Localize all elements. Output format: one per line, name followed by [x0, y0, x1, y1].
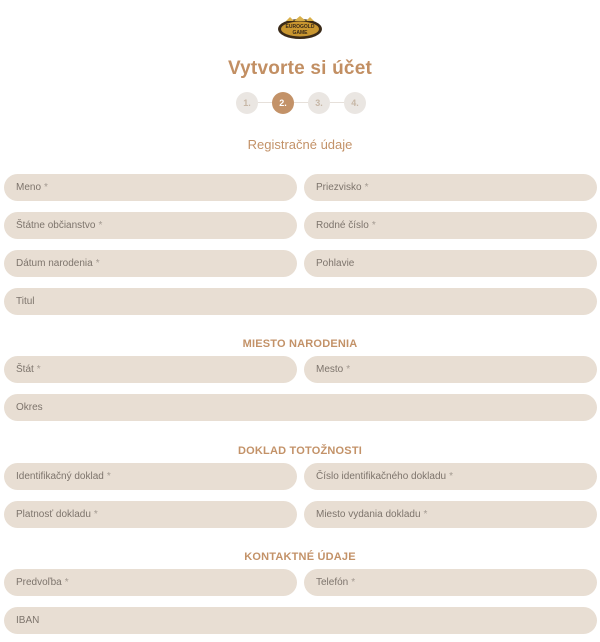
kontaktne-udaje-heading: KONTAKTNÉ ÚDAJE	[244, 551, 356, 563]
stat-placeholder: Štát	[16, 364, 34, 375]
okres-placeholder: Okres	[16, 402, 43, 413]
telefon-placeholder: Telefón	[316, 577, 349, 588]
miesto-narodenia-heading: MIESTO NARODENIA	[242, 338, 358, 350]
iban-placeholder: IBAN	[16, 615, 40, 626]
stepper-connector	[330, 102, 344, 103]
section-subtitle: Registračné údaje	[247, 137, 353, 152]
svg-text:GAME: GAME	[292, 30, 308, 36]
miesto-vydania-field[interactable]	[304, 501, 597, 528]
required-marker: *	[351, 577, 356, 588]
pohlavie-placeholder: Pohlavie	[316, 258, 355, 269]
stat-field[interactable]	[4, 356, 297, 383]
predvolba-field[interactable]	[4, 569, 297, 596]
step-4[interactable]: 4.	[344, 92, 366, 114]
doklad-totoznosti-heading: DOKLAD TOTOŽNOSTI	[238, 445, 362, 457]
required-marker: *	[106, 471, 111, 482]
step-1[interactable]: 1.	[236, 92, 258, 114]
page-title: Vytvorte si účet	[228, 58, 372, 79]
iban-field[interactable]	[4, 607, 597, 634]
required-marker: *	[423, 509, 428, 520]
cislo-dokladu-placeholder: Číslo identifikačného dokladu	[316, 471, 447, 482]
platnost-dokladu-field[interactable]	[4, 501, 297, 528]
meno-placeholder: Meno	[16, 182, 42, 193]
priezvisko-placeholder: Priezvisko	[316, 182, 362, 193]
required-marker: *	[98, 220, 103, 231]
mesto-field[interactable]	[304, 356, 597, 383]
titul-placeholder: Titul	[16, 296, 35, 307]
required-marker: *	[93, 509, 98, 520]
required-marker: *	[371, 220, 376, 231]
platnost-dokladu-placeholder: Platnosť dokladu	[16, 509, 91, 520]
svg-text:EUROGOLD: EUROGOLD	[285, 24, 315, 30]
pohlavie-field[interactable]	[304, 250, 597, 277]
predvolba-placeholder: Predvoľba	[16, 577, 62, 588]
priezvisko-field[interactable]	[304, 174, 597, 201]
identifikacny-doklad-field[interactable]	[4, 463, 297, 490]
statne-obcianstvo-field[interactable]	[4, 212, 297, 239]
datum-narodenia-placeholder: Dátum narodenia	[16, 258, 93, 269]
eurogold-game-logo[interactable]	[277, 16, 323, 40]
required-marker: *	[44, 182, 48, 193]
datum-narodenia-field[interactable]	[4, 250, 297, 277]
rodne-cislo-placeholder: Rodné číslo	[316, 220, 369, 231]
meno-field[interactable]	[4, 174, 297, 201]
mesto-placeholder: Mesto	[316, 364, 344, 375]
registration-stepper	[236, 92, 366, 114]
step-2-active[interactable]: 2.	[272, 92, 294, 114]
required-marker: *	[364, 182, 369, 193]
okres-field[interactable]	[4, 394, 597, 421]
required-marker: *	[95, 258, 100, 269]
identifikacny-doklad-placeholder: Identifikačný doklad	[16, 471, 104, 482]
statne-obcianstvo-placeholder: Štátne občianstvo	[16, 220, 96, 231]
required-marker: *	[346, 364, 351, 375]
miesto-vydania-placeholder: Miesto vydania dokladu	[316, 509, 421, 520]
telefon-field[interactable]	[304, 569, 597, 596]
stepper-connector	[294, 102, 308, 103]
cislo-dokladu-field[interactable]	[304, 463, 597, 490]
required-marker: *	[36, 364, 41, 375]
required-marker: *	[449, 471, 453, 482]
step-3[interactable]: 3.	[308, 92, 330, 114]
titul-field[interactable]	[4, 288, 597, 315]
stepper-connector	[258, 102, 272, 103]
required-marker: *	[64, 577, 69, 588]
rodne-cislo-field[interactable]	[304, 212, 597, 239]
